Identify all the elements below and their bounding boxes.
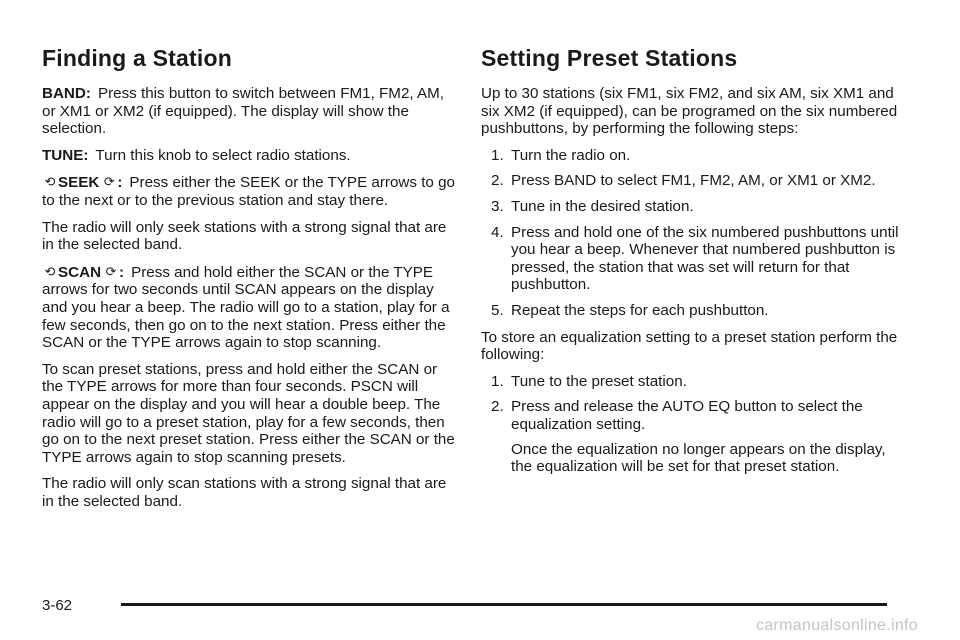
step-number: 5. [491,301,504,319]
list-item [481,198,899,216]
step-text: Repeat the steps for each pushbutton. [511,301,769,319]
scan-text: Press and hold either the SCAN or the TYPE arrows for two seconds until SCAN appears on the display and you hear a beep. The radio will go to a station, play for a few seconds, then go on to the next station. Press either the SCAN or the TYPE arrows again to stop scanning. [42,263,450,352]
step-number: 3. [491,197,504,215]
seek-left-arrow-icon: ⟲ [44,174,56,190]
scan-colon: : [119,263,125,281]
page-number: 3-62 [42,597,73,614]
step-text: Press and hold one of the six numbered pushbuttons until you hear a beep. Whenever that numbered pushbutton is pressed, the station that was set will return for that pushbutton. [511,223,899,294]
eq-note: Once the equalization no longer appears on the display, the equalization will be set for that preset station. [511,440,886,476]
seek-text: Press either the SEEK or the TYPE arrows to go to the next or to the previous station and stay there. [42,174,455,209]
list-item [481,224,899,294]
step-text: Turn the radio on. [511,146,631,164]
scan-term: SCAN [58,263,102,281]
scan-left-arrow-icon: ⟲ [44,263,56,279]
right-column [481,44,899,485]
band-text: Press this button to switch between FM1, FM2, AM, or XM1 or XM2 (if equipped). The display will show the selection. [42,85,445,138]
watermark: carmanualsonline.info [756,617,918,634]
left-column [42,44,460,519]
list-item [481,373,899,391]
list-item [481,147,899,165]
list-item [481,398,899,433]
band-term: BAND: [42,85,91,102]
tune-text: Turn this knob to select radio stations. [95,146,351,164]
scan-paragraph [42,263,460,352]
seek-note: The radio will only seek stations with a strong signal that are in the selected band. [42,218,447,254]
tune-paragraph [42,147,460,165]
eq-steps-list [481,373,899,434]
band-paragraph [42,85,460,138]
step-number: 1. [491,146,504,164]
step-text: Tune to the preset station. [511,372,687,390]
presets-intro: Up to 30 stations (six FM1, six FM2, and six AM, six XM1 and six XM2 (if equipped), can be programed on the six numbered pushbuttons, by performing the following steps: [481,85,898,138]
finding-station-heading: Finding a Station [42,45,232,71]
seek-term: SEEK [58,174,100,192]
footer-divider [121,603,887,606]
step-number: 2. [491,398,504,416]
step-number: 4. [491,223,504,241]
setting-presets-heading: Setting Preset Stations [481,45,738,71]
preset-scan-paragraph: To scan preset stations, press and hold either the SCAN or the TYPE arrows for more than four seconds. PSCN will appear on the display and you will hear a double beep. The radio will go to a preset station, play for a few seconds, then go on to the next preset station. Press either the SCAN or the TYPE arrows again to stop scanning presets. [42,360,455,466]
step-text: Tune in the desired station. [511,197,694,215]
seek-paragraph [42,173,460,209]
step-text: Press and release the AUTO EQ button to select the equalization setting. [511,398,863,433]
seek-colon: : [117,174,123,192]
step-number: 2. [491,172,504,190]
scan-right-arrow-icon: ⟳ [105,263,117,279]
scan-note: The radio will only scan stations with a strong signal that are in the selected band. [42,475,447,510]
tune-term: TUNE: [42,146,89,164]
step-text: Press BAND to select FM1, FM2, AM, or XM1 or XM2. [511,172,876,190]
preset-steps-list [481,147,899,320]
list-item [481,172,899,190]
step-number: 1. [491,372,504,390]
list-item [481,302,899,320]
eq-intro: To store an equalization setting to a preset station perform the following: [481,328,898,364]
seek-right-arrow-icon: ⟳ [103,174,115,190]
